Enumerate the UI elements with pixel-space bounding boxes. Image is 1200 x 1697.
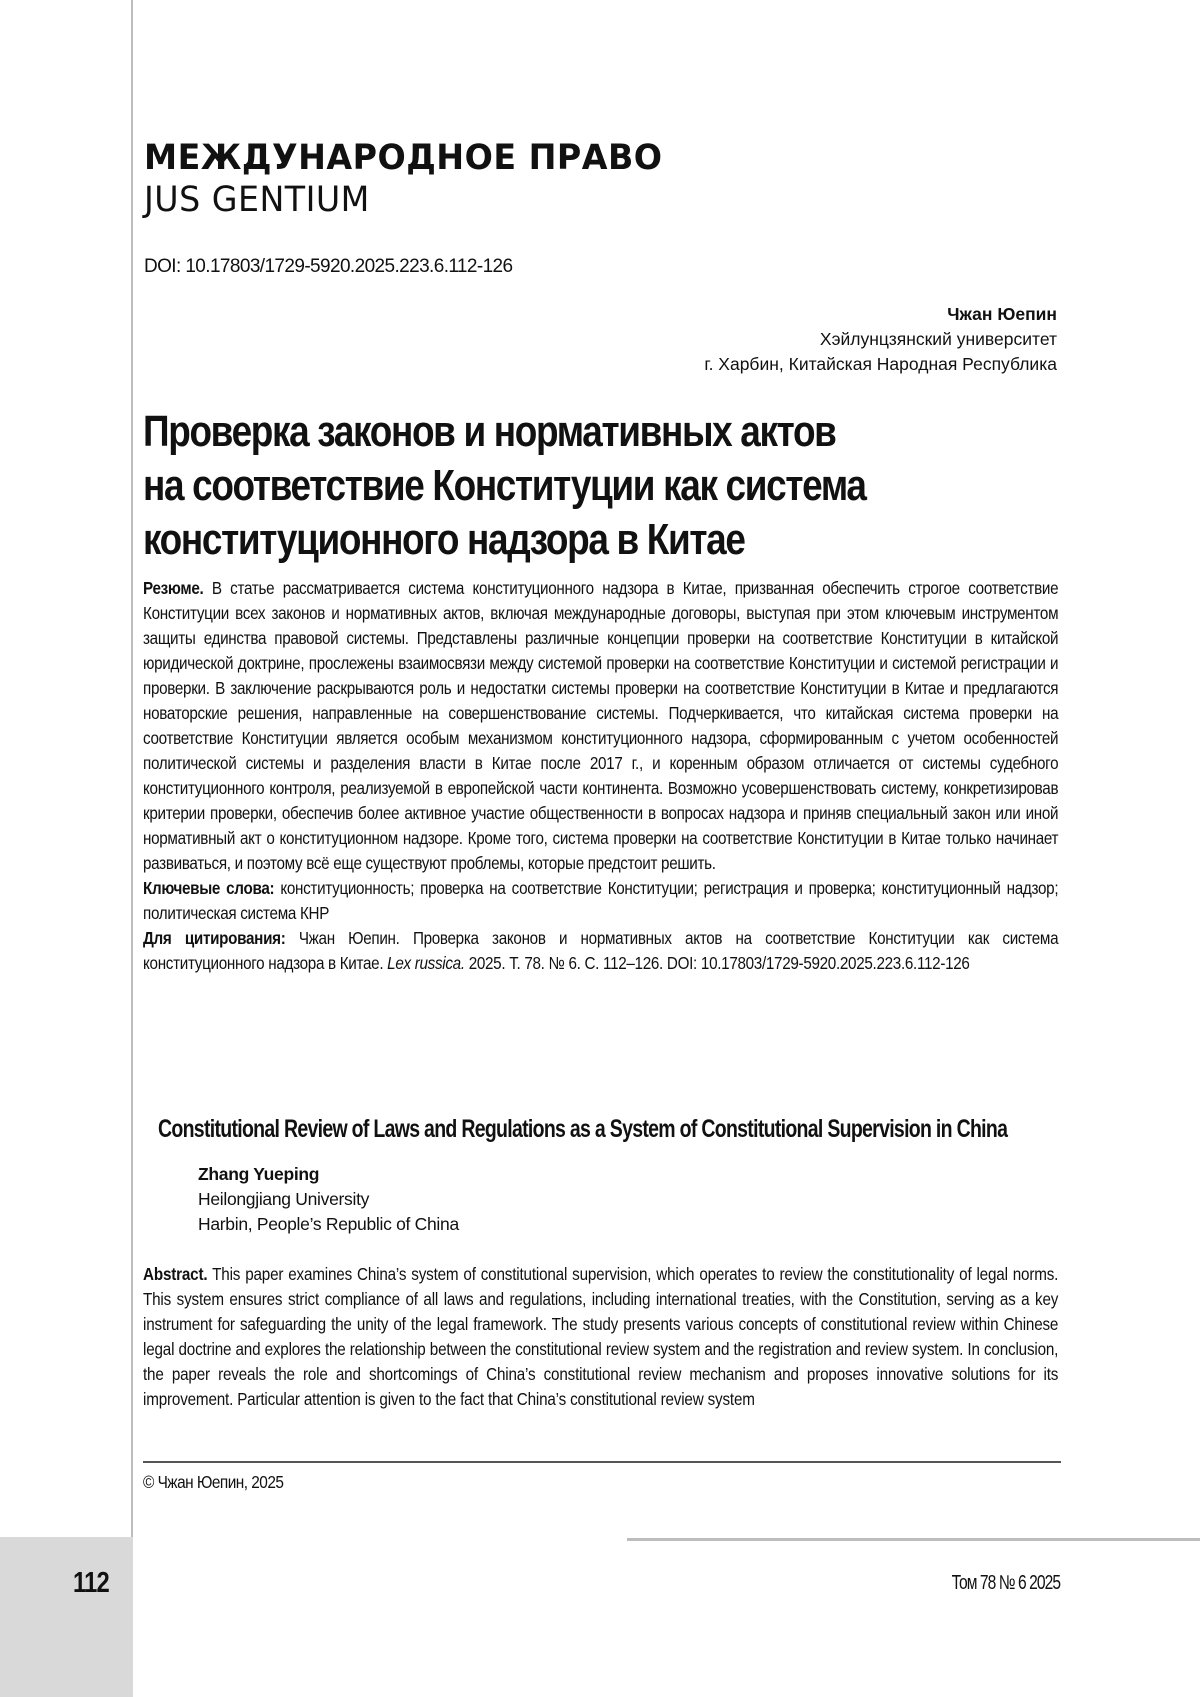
abstract-text: В статье рассматривается система конституционного надзора в Китае, призванная обеспечить строгое соответствие Конституции всех законов и нормативных актов, включая международные договоры, выступая при этом ключевым инструментом защиты единства правовой системы. Представлены различные концепции проверки на соответствие Конституции в китайской юридической доктрине, прослежены взаимосвязи между системой проверки на соответствие Конституции и системой регистрации и проверки. В заключение раскрываются роль и недостатки системы проверки на соответствие Конституции в Китае и предлагаются новаторские решения, направленные на совершенствование системы. Подчеркивается, что китайская система проверки на соответствие Конституции является особым механизмом конституционного надзора, сформированным с учетом особенностей политической системы и разделения власти в Китае после 2017 г., и коренным образом отличается от системы судебного конституционного контроля, реализуемой в европейской части континента. Возможно усовершенствовать систему, конкретизировав критерии проверки, обеспечив более активное участие общественности в вопросах надзора и приняв специальный закон или иной нормативный акт о конституционном надзоре. Кроме того, система проверки на соответствие Конституции в Китае только начинает развиваться, и поэтому всё еще существуют проблемы, которые предстоит решить. xyxy=(143,578,1059,873)
citation-journal: Lex russica. xyxy=(387,953,465,973)
author-affiliation-en: Heilongjiang University xyxy=(198,1189,370,1209)
article-title-ru xyxy=(143,405,899,567)
journal-section-title: МЕЖДУНАРОДНОЕ ПРАВО xyxy=(144,138,663,178)
left-margin-rule xyxy=(131,0,133,1538)
author-info-ru xyxy=(704,302,1057,377)
citation-label: Для цитирования: xyxy=(143,928,286,948)
title-line: на соответствие Конституции как система xyxy=(143,461,866,510)
abstract-en xyxy=(143,1262,1058,1412)
keywords-text: конституционность; проверка на соответствие Конституции; регистрация и проверка; конституционный надзор; политическая система КНР xyxy=(143,878,1059,923)
title-line: Проверка законов и нормативных актов xyxy=(143,407,836,456)
abstract-label-en: Abstract. xyxy=(143,1264,208,1284)
abstract-paragraph xyxy=(143,576,1058,876)
keywords-label: Ключевые слова: xyxy=(143,878,275,898)
author-name: Чжан Юепин xyxy=(947,304,1057,324)
abstract-text-en: This paper examines China’s system of constitutional supervision, which operates to review the constitutionality of legal norms. This system ensures strict compliance of all laws and regulations, including international treaties, with the Constitution, serving as a key instrument for safeguarding the unity of the legal framework. The study presents various concepts of constitutional review within Chinese legal doctrine and explores the relationship between the constitutional review system and the registration and review system. In conclusion, the paper reveals the role and shortcomings of China’s constitutional review mechanism and proposes innovative solutions for its improvement. Particular attention is given to the fact that China’s constitutional review system xyxy=(143,1264,1059,1409)
article-title-en: Constitutional Review of Laws and Regulations as a System of Constitutional Supervision in China xyxy=(158,1115,1008,1143)
author-location: г. Харбин, Китайская Народная Республика xyxy=(704,354,1057,374)
page-number: 112 xyxy=(73,1567,109,1599)
abstract-ru xyxy=(143,576,1058,976)
keywords xyxy=(143,876,1058,926)
footer-divider xyxy=(627,1538,1200,1541)
citation-details: 2025. Т. 78. № 6. С. 112–126. DOI: 10.17803/1729-5920.2025.223.6.112-126 xyxy=(464,953,970,973)
page-number-tab xyxy=(0,1537,133,1697)
author-location-en: Harbin, People’s Republic of China xyxy=(198,1214,459,1234)
author-name-en: Zhang Yueping xyxy=(198,1164,320,1184)
issue-info: Том 78 № 6 2025 xyxy=(951,1572,1060,1594)
footnote-divider xyxy=(143,1461,1061,1463)
journal-section-latin: JUS GENTIUM xyxy=(144,180,370,220)
author-affiliation: Хэйлунцзянский университет xyxy=(819,329,1057,349)
copyright-notice: © Чжан Юепин, 2025 xyxy=(143,1472,284,1492)
abstract-label: Резюме. xyxy=(143,578,204,598)
doi-link[interactable]: DOI: 10.17803/1729-5920.2025.223.6.112-126 xyxy=(144,256,513,277)
citation-text: Чжан Юепин. Проверка законов и нормативных актов на соответствие Конституции как система конституционного надзора в Китае. xyxy=(143,928,1059,973)
citation xyxy=(143,926,1058,976)
title-line: конституционного надзора в Китае xyxy=(143,515,745,564)
author-info-en xyxy=(198,1162,459,1237)
